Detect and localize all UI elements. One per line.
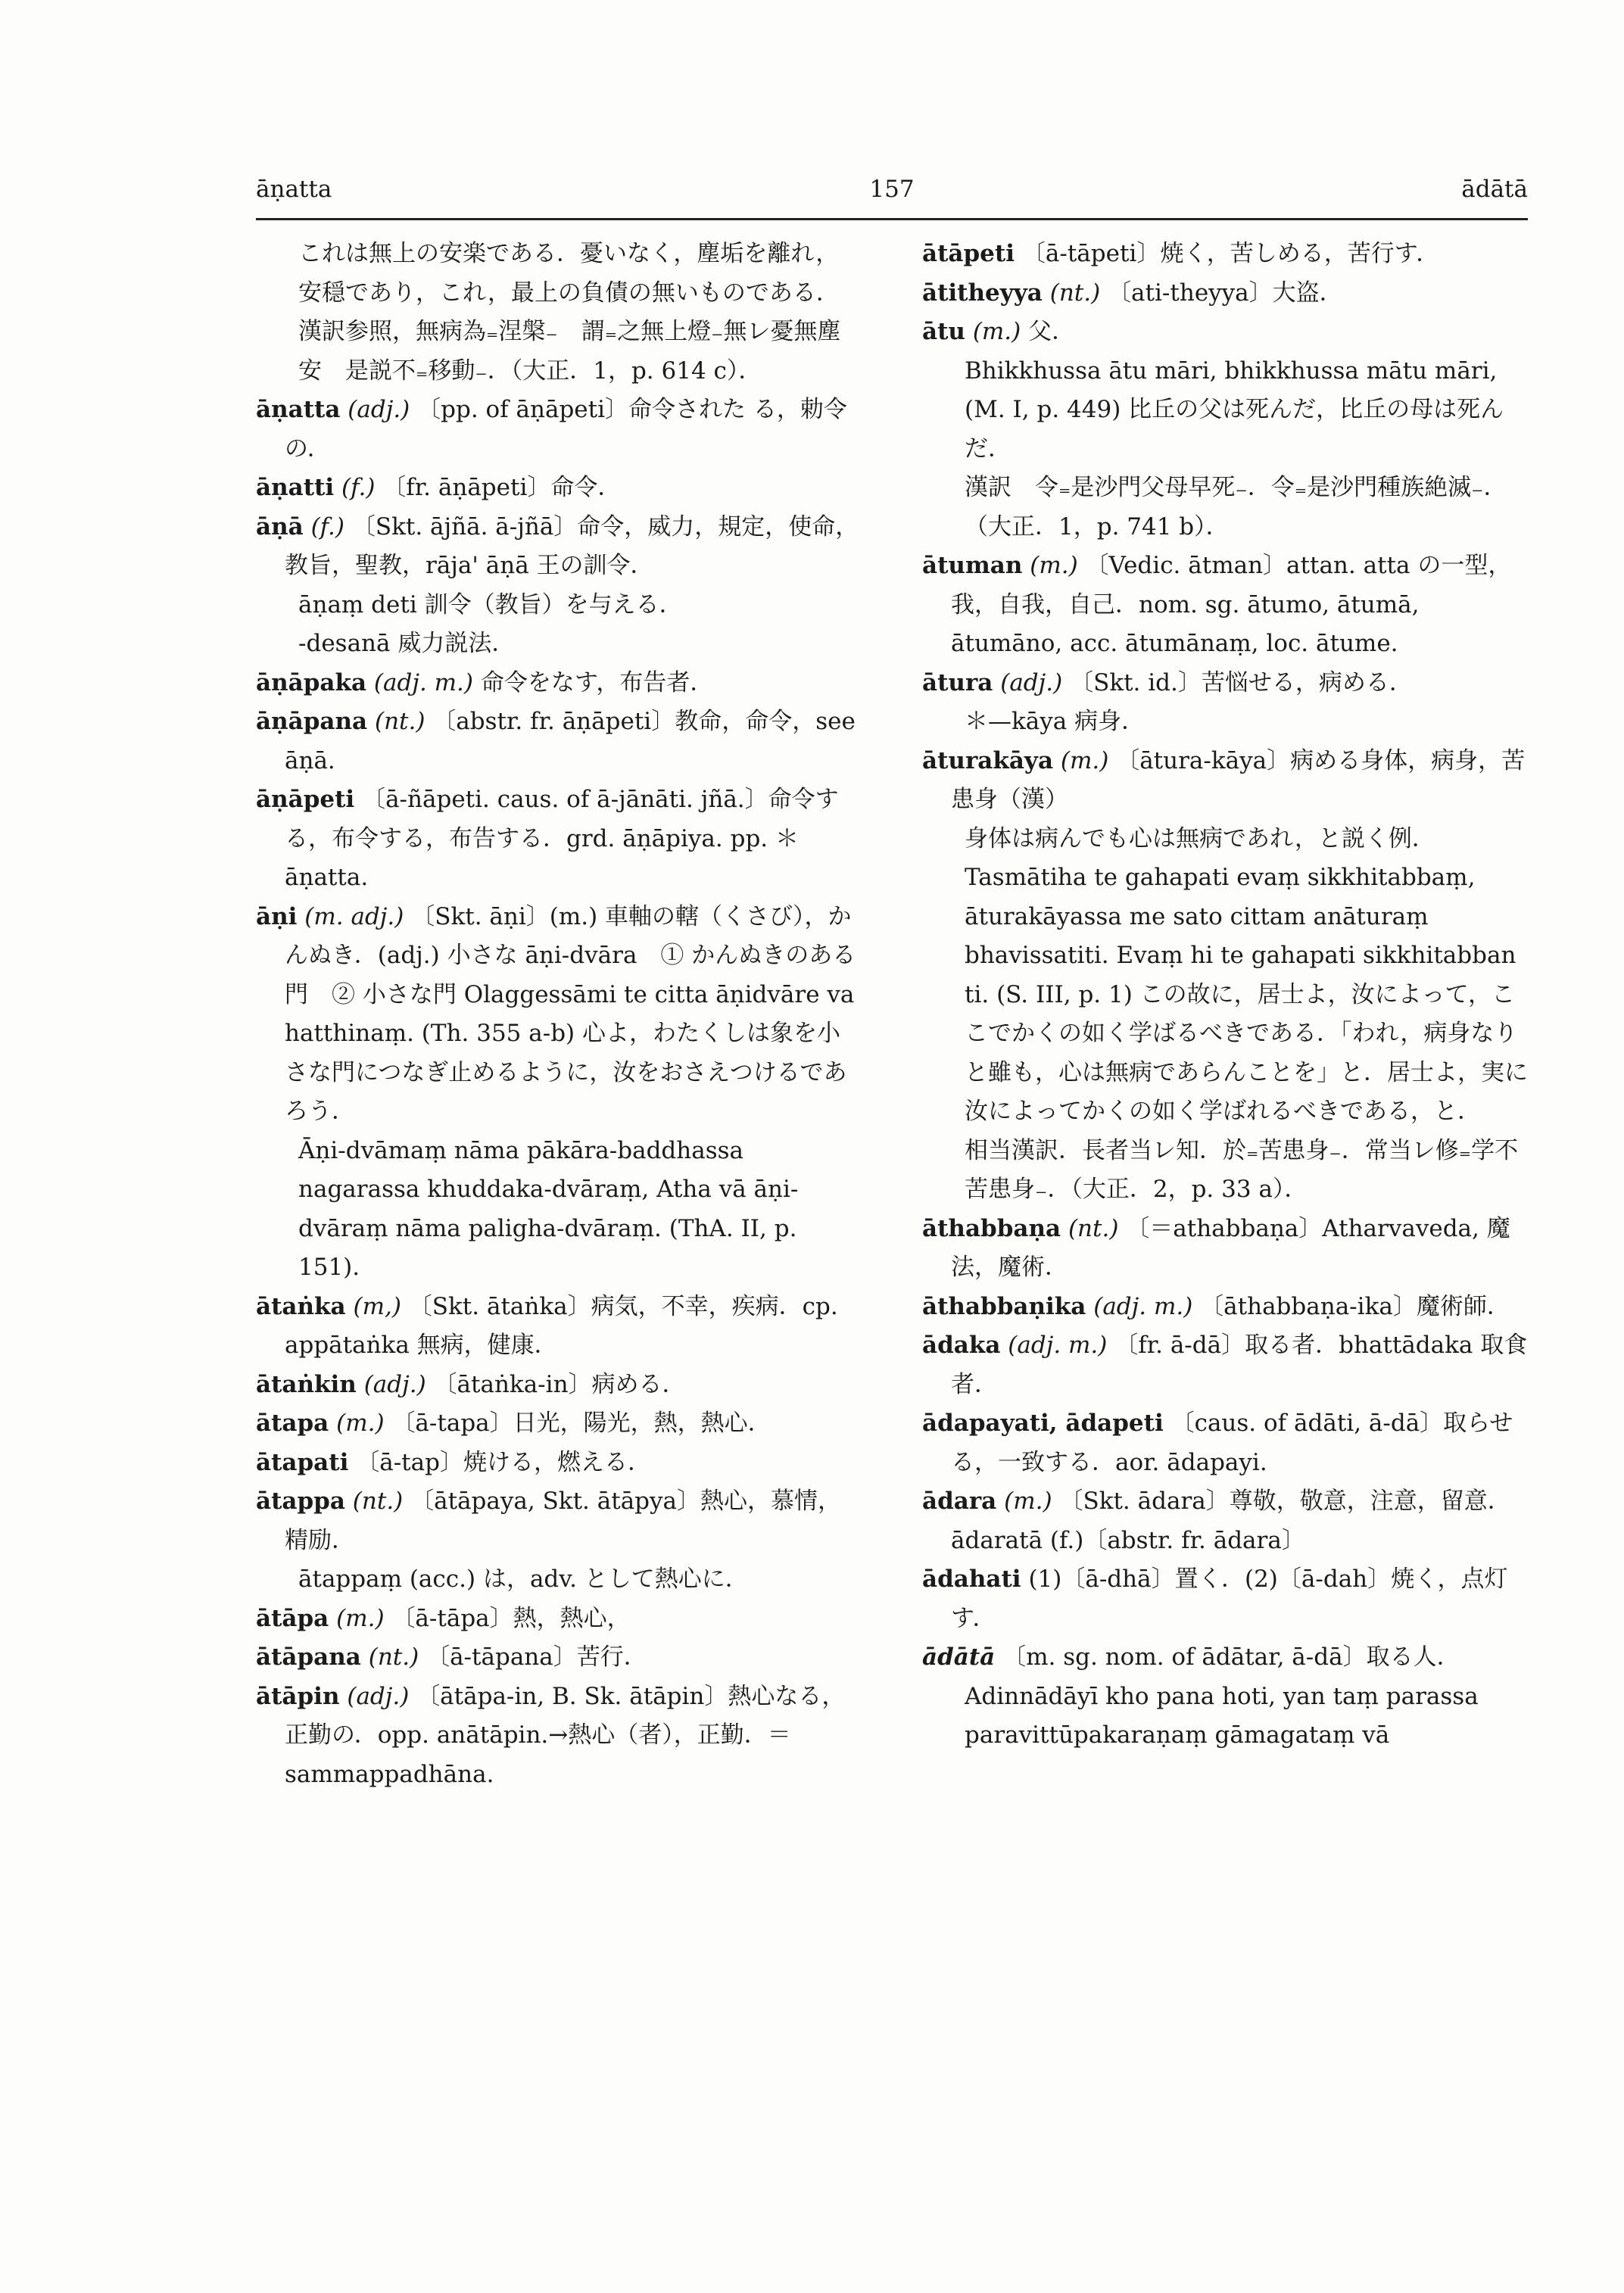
grammar-label: (adj. m.) bbox=[1093, 1292, 1193, 1320]
grammar-label: (nt.) bbox=[1068, 1214, 1119, 1242]
headword: ātitheyya bbox=[922, 279, 1043, 307]
dictionary-entry bbox=[256, 703, 862, 780]
grammar-label: (m.) bbox=[336, 1604, 385, 1632]
headword: ātaṅka bbox=[256, 1292, 346, 1320]
headword: āṇāpaka bbox=[256, 668, 367, 696]
definition: 〔ā-tāpana〕苦行． bbox=[426, 1643, 647, 1671]
grammar-label: (nt.) bbox=[374, 708, 425, 735]
dictionary-entry bbox=[256, 1638, 862, 1678]
grammar-label: (m. adj.) bbox=[304, 902, 404, 930]
definition: 父． bbox=[1028, 318, 1076, 345]
headword: ādara bbox=[922, 1488, 997, 1515]
dictionary-entry bbox=[256, 1600, 862, 1639]
right-column bbox=[922, 235, 1528, 2082]
definition: 〔fr. āṇāpeti〕命令． bbox=[382, 474, 622, 501]
dictionary-entry bbox=[256, 1404, 862, 1444]
dictionary-entry bbox=[922, 1560, 1528, 1638]
definition: 〔ātāpaya, Skt. ātāpya〕熱心，慕情，精励． bbox=[285, 1488, 842, 1554]
dictionary-entry bbox=[256, 1482, 862, 1560]
grammar-label: (adj.) bbox=[363, 1370, 426, 1398]
grammar-label: (m.) bbox=[336, 1410, 385, 1437]
entry-continuation: Tasmātiha te gahapati evaṃ sikkhitabbaṃ, āturakāyassa me sato cittam anāturaṃ bhavissatiti. Evaṃ hi te gahapati sikkhitabban ti. (S. III, p. 1) この故に，居士よ，汝によって，ここでかくの如く学ばるべきである．「われ，病身なりと雖も，心は無病であらんことを」と．居士よ，実に汝によってかくの如く学ばれるべきである，と． bbox=[965, 864, 1528, 1125]
dictionary-entry bbox=[922, 742, 1528, 820]
definition: 〔Skt. ādara〕尊敬，敬意，注意，留意．ādaratā (f.)〔abstr. fr. ādara〕 bbox=[951, 1488, 1511, 1554]
dictionary-entry bbox=[922, 313, 1528, 352]
entry-continuation: ＊—kāya 病身． bbox=[965, 708, 1146, 735]
definition: 〔ātaṅka-in〕病める． bbox=[433, 1370, 686, 1398]
grammar-label: (adj.) bbox=[347, 1682, 410, 1710]
headword: ātāpana bbox=[256, 1643, 361, 1671]
left-column bbox=[256, 235, 862, 2082]
dictionary-entry bbox=[922, 1404, 1528, 1482]
dictionary-entry bbox=[256, 1366, 862, 1405]
headword: ātappa bbox=[256, 1488, 345, 1515]
dictionary-entry bbox=[256, 469, 862, 508]
headword: āṇāpana bbox=[256, 708, 368, 735]
definition: 〔ā-ñāpeti. caus. of ā-jānāti. jñā.〕命令する，布令する，布告する．grd. āṇāpiya. pp. ＊āṇatta. bbox=[285, 786, 839, 891]
definition: 〔Skt. ājñā. ā-jñā〕命令，威力，規定，使命，教旨，聖教，rāja' āṇā 王の訓令． bbox=[285, 512, 859, 579]
definition: 〔ati-theyya〕大盗． bbox=[1108, 279, 1343, 307]
dictionary-entry bbox=[256, 508, 862, 586]
headword: āthabbaṇika bbox=[922, 1292, 1086, 1320]
header-left-guideword: āṇatta bbox=[256, 176, 332, 203]
definition: 〔caus. of ādāti, ā-dā〕取らせる，一致する．aor. ādapayi. bbox=[951, 1410, 1513, 1476]
headword: āṇāpeti bbox=[256, 786, 355, 813]
headword: ādaka bbox=[922, 1332, 1001, 1359]
headword: ādātā bbox=[922, 1643, 996, 1671]
definition: 〔āthabbaṇa-ika〕魔術師． bbox=[1200, 1292, 1510, 1320]
dictionary-entry bbox=[922, 1638, 1528, 1678]
headword: āthabbaṇa bbox=[922, 1214, 1061, 1242]
grammar-label: (m.) bbox=[1030, 552, 1078, 579]
headword: ādahati bbox=[922, 1566, 1021, 1593]
dictionary-entry bbox=[922, 664, 1528, 703]
header-right-guideword: ādātā bbox=[1461, 176, 1528, 203]
headword: āṇatta bbox=[256, 396, 341, 423]
dictionary-entry bbox=[256, 391, 862, 469]
headword: ādapayati, ādapeti bbox=[922, 1410, 1164, 1437]
entry-continuation: ātappaṃ (acc.) は，adv. として熱心に． bbox=[298, 1566, 749, 1593]
grammar-label: (m,) bbox=[353, 1292, 401, 1320]
dictionary-entry bbox=[922, 1326, 1528, 1404]
definition: 〔Skt. id.〕苦悩せる，病める． bbox=[1070, 668, 1413, 696]
entry-continuation: 相当漢訳．長者当レ知．於₌苦患身₋．常当レ修₌学不苦患身₋．（大正．2，p. 33 a）． bbox=[965, 1136, 1519, 1203]
grammar-label: (m.) bbox=[1004, 1488, 1052, 1515]
entry-continuation: 身体は病んでも心は無病であれ，と説く例． bbox=[965, 824, 1435, 852]
dictionary-entry bbox=[922, 1482, 1528, 1560]
headword: ātāpin bbox=[256, 1682, 340, 1710]
dictionary-entry bbox=[922, 1210, 1528, 1288]
definition: 〔m. sg. nom. of ādātar, ā-dā〕取る人． bbox=[1002, 1643, 1460, 1671]
definition: 命令をなす，布告者． bbox=[480, 668, 714, 696]
headword: ātura bbox=[922, 668, 993, 696]
page-number: 157 bbox=[869, 176, 915, 203]
grammar-label: (adj.) bbox=[348, 396, 410, 423]
headword: ātapa bbox=[256, 1410, 329, 1437]
grammar-label: (f.) bbox=[310, 512, 344, 541]
headword: āṇā bbox=[256, 512, 304, 541]
definition: 〔Skt. ātaṅka〕病気，不幸，疾病．cp. appātaṅka 無病，健康． bbox=[285, 1292, 838, 1359]
dictionary-entry bbox=[256, 898, 862, 1132]
entry-continuation: これは無上の安楽である．憂いなく，塵垢を離れ，安穏であり，これ，最上の負債の無いものである． bbox=[298, 240, 840, 307]
grammar-label: (adj.) bbox=[1000, 668, 1063, 696]
entry-continuation: Adinnādāyī kho pana hoti, yan taṃ parassa paravittūpakaraṇaṃ gāmagataṃ vā bbox=[965, 1682, 1479, 1749]
definition: 〔ā-tāpeti〕焼く，苦しめる，苦行す． bbox=[1021, 240, 1440, 267]
headword: ātāpa bbox=[256, 1604, 329, 1632]
definition: 〔fr. ā-dā〕取る者．bhattādaka 取食者． bbox=[951, 1332, 1528, 1398]
dictionary-entry bbox=[256, 780, 862, 898]
grammar-label: (nt.) bbox=[352, 1488, 404, 1515]
headword: ātapati bbox=[256, 1448, 349, 1476]
definition: 〔ā-tapa〕日光，陽光，熱，熱心． bbox=[391, 1410, 771, 1437]
grammar-label: (adj. m.) bbox=[1008, 1332, 1108, 1359]
grammar-label: (adj. m.) bbox=[373, 668, 473, 696]
entry-continuation: 漢訳 令₌是沙門父母早死₋．令₌是沙門種族絶滅₋．（大正．1，p. 741 b）． bbox=[965, 474, 1507, 541]
definition: 〔Vedic. ātman〕attan. atta の一型，我，自我，自己．nom. sg. ātumo, ātumā, ātumāno, acc. ātumānaṃ, loc. ātume. bbox=[951, 552, 1512, 657]
grammar-label: (nt.) bbox=[368, 1643, 419, 1671]
definition: 〔Skt. āṇi〕(m.) 車軸の轄（くさび），かんぬき．(adj.) 小さな āṇi-dvāra ① かんぬきのある門 ② 小さな門 Olaggessāmi te citta āṇidvāre va hatthinaṃ. (Th. 355 a-b) 心よ，わたくしは象を小さな門につなぎ止めるように，汝をおさえつけるであろう． bbox=[285, 902, 856, 1125]
dictionary-entry bbox=[256, 1444, 862, 1483]
entry-continuation: Bhikkhussa ātu māri, bhikkhussa mātu māri, (M. I, p. 449) 比丘の父は死んだ，比丘の母は死んだ． bbox=[965, 357, 1504, 463]
definition: 〔＝athabbaṇa〕Atharvaveda, 魔法，魔術． bbox=[951, 1214, 1510, 1281]
headword: ātaṅkin bbox=[256, 1370, 357, 1398]
dictionary-entry bbox=[256, 1288, 862, 1366]
definition: 〔pp. of āṇāpeti〕命令された る，勅令の． bbox=[285, 396, 847, 463]
grammar-label: (nt.) bbox=[1049, 279, 1101, 307]
definition: 〔ā-tap〕焼ける，燃える． bbox=[356, 1448, 651, 1476]
headword: ātu bbox=[922, 318, 965, 345]
dictionary-entry bbox=[922, 1288, 1528, 1327]
definition: 〔ā-tāpa〕熱，熱心， bbox=[391, 1604, 631, 1632]
grammar-label: (m.) bbox=[972, 318, 1021, 345]
dictionary-entry bbox=[922, 547, 1528, 664]
dictionary-entry bbox=[922, 274, 1528, 313]
definition: 〔ātura-kāya〕病める身体，病身，苦患身（漢） bbox=[951, 746, 1526, 813]
running-header bbox=[256, 176, 1528, 213]
headword: āturakāya bbox=[922, 746, 1054, 774]
headword: āṇatti bbox=[256, 474, 335, 501]
grammar-label: (m.) bbox=[1060, 746, 1109, 774]
definition: 〔abstr. fr. āṇāpeti〕教命，命令，see āṇā. bbox=[285, 708, 856, 774]
headword: ātuman bbox=[922, 552, 1023, 579]
dictionary-entry bbox=[256, 664, 862, 703]
definition: 〔ātāpa-in, B. Sk. ātāpin〕熱心なる，正勤の．opp. anātāpin.→熱心（者），正勤．＝sammappadhāna. bbox=[285, 1682, 846, 1788]
dictionary-entry bbox=[922, 235, 1528, 274]
entry-continuation: Āṇi-dvāmaṃ nāma pākāra-baddhassa nagarassa khuddaka-dvāraṃ, Atha vā āṇi-dvāraṃ nāma paligha-dvāraṃ. (ThA. II, p. 151). bbox=[298, 1136, 799, 1281]
header-rule bbox=[256, 218, 1528, 220]
entry-continuation: āṇaṃ deti 訓令（教旨）を与える． bbox=[298, 590, 683, 618]
dictionary-entry bbox=[256, 1678, 862, 1795]
definition: (1)〔ā-dhā〕置く．(2)〔ā-dah〕焼く，点灯す． bbox=[951, 1566, 1508, 1632]
entry-continuation: -desanā 威力説法． bbox=[298, 630, 516, 657]
grammar-label: (f.) bbox=[341, 474, 376, 501]
headword: āṇi bbox=[256, 902, 298, 930]
entry-continuation: 漢訳参照，無病為₌涅槃₋ 謂₌之無上燈₋無レ憂無塵安 是説不₌移動₋．（大正．1，p. 614 c）． bbox=[298, 318, 841, 385]
headword: ātāpeti bbox=[922, 240, 1015, 267]
